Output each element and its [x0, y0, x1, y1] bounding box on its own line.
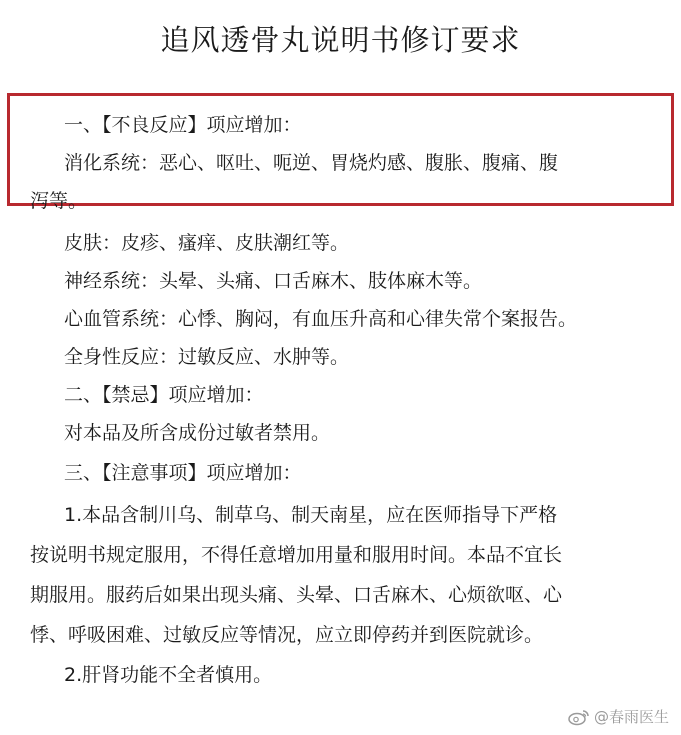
weibo-icon — [568, 708, 590, 726]
body-line: 全身性反应：过敏反应、水肿等。 — [64, 346, 350, 368]
body-line: 皮肤：皮疹、瘙痒、皮肤潮红等。 — [64, 232, 350, 254]
body-line: 对本品及所含成份过敏者禁用。 — [64, 422, 331, 444]
body-line: 消化系统：恶心、呕吐、呃逆、胃烧灼感、腹胀、腹痛、腹 — [64, 152, 559, 174]
body-line: 泻等。 — [30, 190, 88, 212]
watermark-text: @春雨医生 — [593, 708, 669, 726]
body-line: 神经系统：头晕、头痛、口舌麻木、肢体麻木等。 — [64, 270, 483, 292]
body-line: 期服用。服药后如果出现头痛、头晕、口舌麻木、心烦欲呕、心 — [30, 584, 563, 606]
body-line: 心血管系统：心悸、胸闷，有血压升高和心律失常个案报告。 — [64, 308, 578, 330]
body-line: 悸、呼吸困难、过敏反应等情况，应立即停药并到医院就诊。 — [30, 624, 544, 646]
body-line: 1.本品含制川乌、制草乌、制天南星，应在医师指导下严格 — [64, 504, 558, 526]
body-line: 按说明书规定服用，不得任意增加用量和服用时间。本品不宜长 — [30, 544, 563, 566]
watermark — [568, 706, 669, 727]
section-heading-adverse-reactions: 一、【不良反应】项应增加： — [64, 114, 302, 136]
body-line: 2.肝肾功能不全者慎用。 — [64, 664, 273, 686]
section-heading-precautions: 三、【注意事项】项应增加： — [64, 462, 302, 484]
document-title: 追风透骨丸说明书修订要求 — [160, 23, 521, 57]
section-heading-contraindications: 二、【禁忌】项应增加： — [64, 384, 264, 406]
